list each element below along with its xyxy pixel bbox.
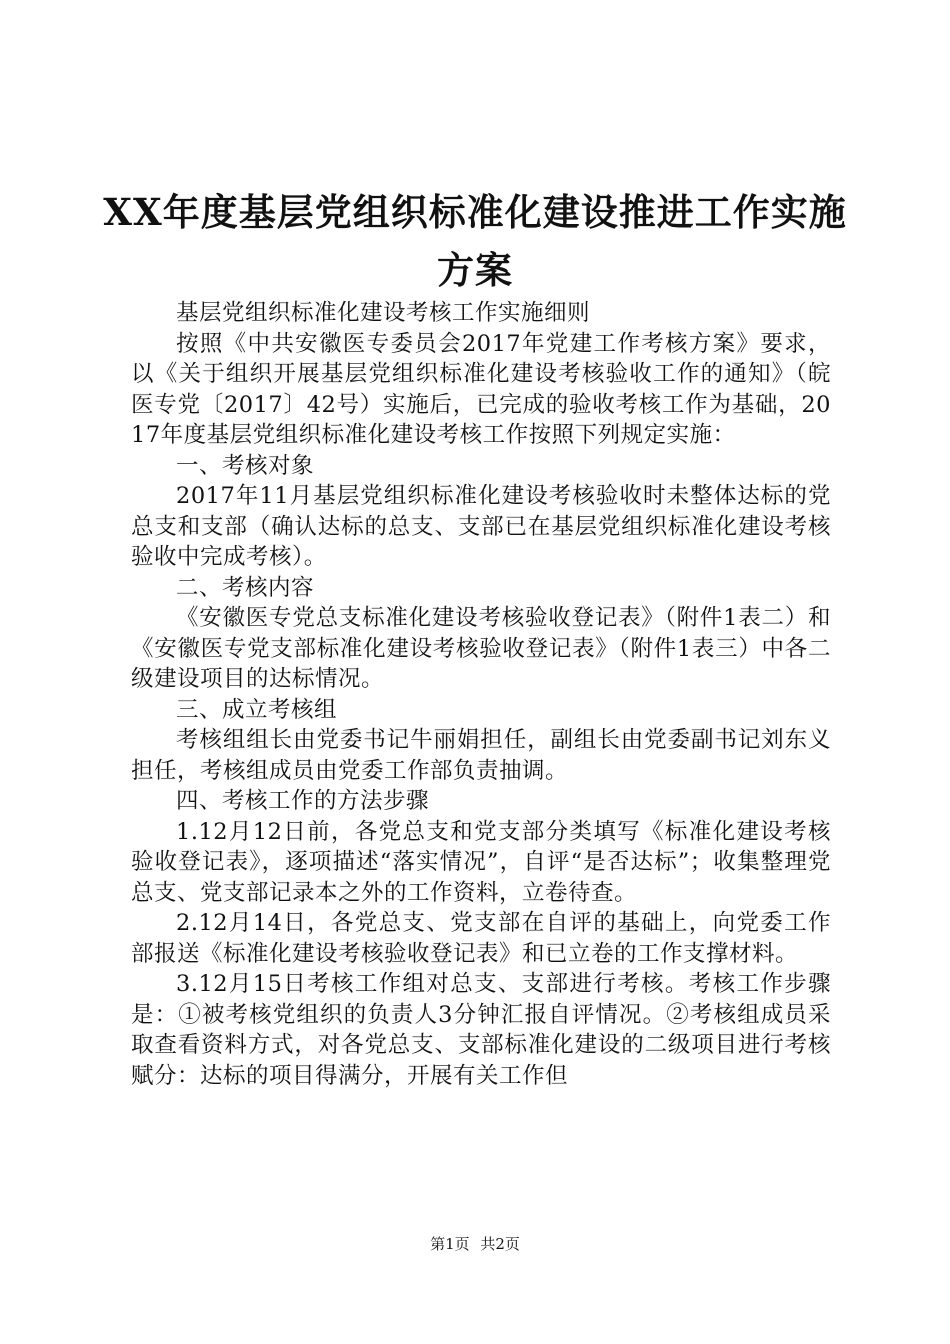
paragraph-subtitle: 基层党组织标准化建设考核工作实施细则 — [176, 300, 591, 326]
page-footer — [0, 1234, 950, 1254]
section-heading-1: 一、考核对象 — [176, 452, 315, 479]
section-heading-4: 四、考核工作的方法步骤 — [176, 788, 430, 814]
paragraph-section-2: 《安徽医专党总支标准化建设考核验收登记表》（附件1表二）和《安徽医专党支部标准化建设考核验收登记表》（附件1表三）中各二级建设项目的达标情况。 — [131, 605, 831, 692]
paragraph-section-3: 考核组组长由党委书记牛丽娟担任，副组长由党委副书记刘东义担任，考核组成员由党委工作部负责抽调。 — [131, 727, 831, 784]
page-number-total: 共2页 — [480, 1235, 520, 1253]
paragraph-intro: 按照《中共安徽医专委员会2017年党建工作考核方案》要求，以《关于组织开展基层党组织标准化建设考核验收工作的通知》（皖医专党〔2017〕42号）实施后，已完成的验收考核工作为基础，2017年度基层党组织标准化建设考核工作按照下列规定实施： — [131, 330, 831, 448]
paragraph-step-1: 1.12月12日前，各党总支和党支部分类填写《标准化建设考核验收登记表》，逐项描述“落实情况”，自评“是否达标”；收集整理党总支、党支部记录本之外的工作资料，立卷待查。 — [131, 818, 831, 906]
section-heading-2: 二、考核内容 — [176, 574, 315, 601]
document-title-line-2: 方案 — [437, 248, 513, 292]
page-number-current: 第1页 — [430, 1235, 470, 1253]
document-title-line-1: XX年度基层党组织标准化建设推进工作实施 — [103, 190, 847, 234]
paragraph-step-2: 2.12月14日，各党总支、党支部在自评的基础上，向党委工作部报送《标准化建设考核验收登记表》和已立卷的工作支撑材料。 — [131, 910, 831, 967]
paragraph-step-3: 3.12月15日考核工作组对总支、支部进行考核。考核工作步骤是：①被考核党组织的负责人3分钟汇报自评情况。②考核组成员采取查看资料方式，对各党总支、支部标准化建设的二级项目进行考核赋分：达标的项目得满分，开展有关工作但 — [131, 971, 831, 1089]
paragraph-section-1: 2017年11月基层党组织标准化建设考核验收时未整体达标的党总支和支部（确认达标的总支、支部已在基层党组织标准化建设考核验收中完成考核）。 — [131, 483, 831, 570]
document-body — [131, 298, 831, 1091]
section-heading-3: 三、成立考核组 — [176, 696, 338, 723]
